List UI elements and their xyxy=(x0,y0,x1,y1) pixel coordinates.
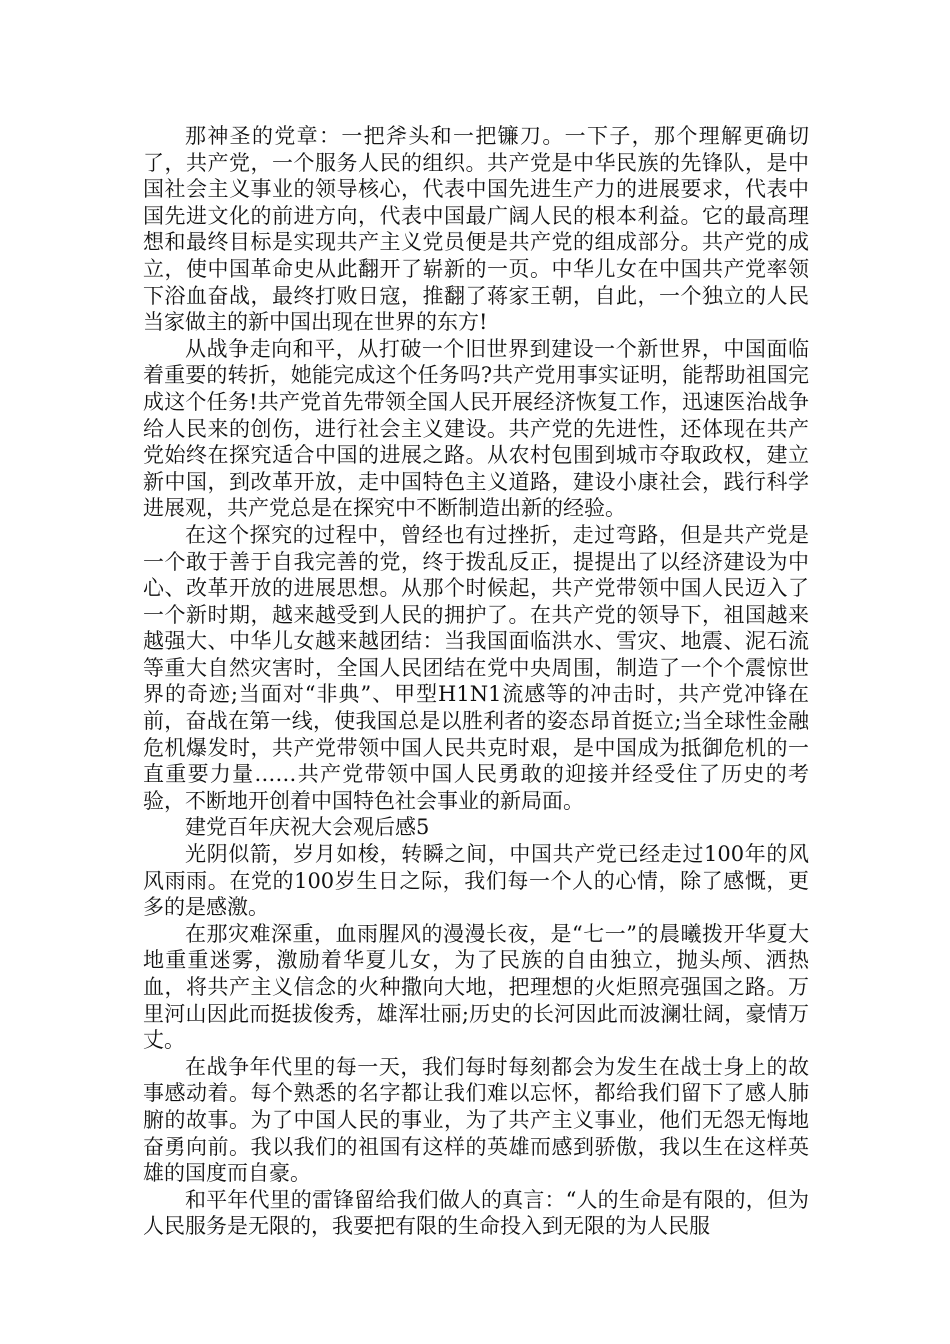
paragraph-dark-night: 在那灾难深重，血雨腥风的漫漫长夜，是“七一”的晨曦拨开华夏大地重重迷雾，激励着华夏儿女，为了民族的自由独立，抛头颅、洒热血，将共产主义信念的火种撒向大地，把理想的火炬照亮强国之路。万里河山因此而挺拔俊秀，雄浑壮丽;历史的长河因此而波澜壮阔，豪情万丈。 xyxy=(143,921,809,1053)
paragraph-war-to-peace: 从战争走向和平，从打破一个旧世界到建设一个新世界，中国面临着重要的转折，她能完成这个任务吗?共产党用事实证明，能帮助祖国完成这个任务!共产党首先带领全国人民开展经济恢复工作，迅速医治战争给人民来的创伤，进行社会主义建设。共产党的先进性，还体现在共产党始终在探究适合中国的进展之路。从农村包围到城市夺取政权，建立新中国，到改革开放，走中国特色主义道路，建设小康社会，践行科学进展观，共产党总是在探究中不断制造出新的经验。 xyxy=(143,336,809,521)
paragraph-party-constitution: 那神圣的党章：一把斧头和一把镰刀。一下子，那个理解更确切了，共产党，一个服务人民的组织。共产党是中华民族的先锋队，是中国社会主义事业的领导核心，代表中国先进生产力的进展要求，代表中国先进文化的前进方向，代表中国最广阔人民的根本利益。它的最高理想和最终目标是实现共产主义党员便是共产党的组成部分。共产党的成立，使中国革命史从此翻开了崭新的一页。中华儿女在中国共产党率领下浴血奋战，最终打败日寇，推翻了蒋家王朝，自此，一个独立的人民当家做主的新中国出现在世界的东方! xyxy=(143,124,809,335)
paragraph-time-flies: 光阴似箭，岁月如梭，转瞬之间，中国共产党已经走过100年的风风雨雨。在党的100岁生日之际，我们每一个人的心情，除了感慨，更多的是感激。 xyxy=(143,842,809,920)
section-heading: 建党百年庆祝大会观后感5 xyxy=(185,815,430,840)
paragraph-lei-feng: 和平年代里的雷锋留给我们做人的真言：“人的生命是有限的，但为人民服务是无限的，我要把有限的生命投入到无限的为人民服 xyxy=(143,1187,809,1239)
document-body xyxy=(143,123,809,1240)
paragraph-war-years: 在战争年代里的每一天，我们每时每刻都会为发生在战士身上的故事感动着。每个熟悉的名字都让我们难以忘怀，都给我们留下了感人肺腑的故事。为了中国人民的事业，为了共产主义事业，他们无怨无悔地奋勇向前。我以我们的祖国有这样的英雄而感到骄傲，我以生在这样英雄的国度而自豪。 xyxy=(143,1054,809,1186)
paragraph-exploration: 在这个探究的过程中，曾经也有过挫折，走过弯路，但是共产党是一个敢于善于自我完善的党，终于拨乱反正，提提出了以经济建设为中心、改革开放的进展思想。从那个时候起，共产党带领中国人民迈入了一个新时期，越来越受到人民的拥护了。在共产党的领导下，祖国越来越强大、中华儿女越来越团结：当我国面临洪水、雪灾、地震、泥石流等重大自然灾害时，全国人民团结在党中央周围，制造了一个个震惊世界的奇迹;当面对“非典”、甲型H1N1流感等的冲击时，共产党冲锋在前，奋战在第一线，使我国总是以胜利者的姿态昂首挺立;当全球性金融危机爆发时，共产党带领中国人民共克时艰，是中国成为抵御危机的一直重要力量……共产党带领中国人民勇敢的迎接并经受住了历史的考验，不断地开创着中国特色社会事业的新局面。 xyxy=(143,522,809,813)
